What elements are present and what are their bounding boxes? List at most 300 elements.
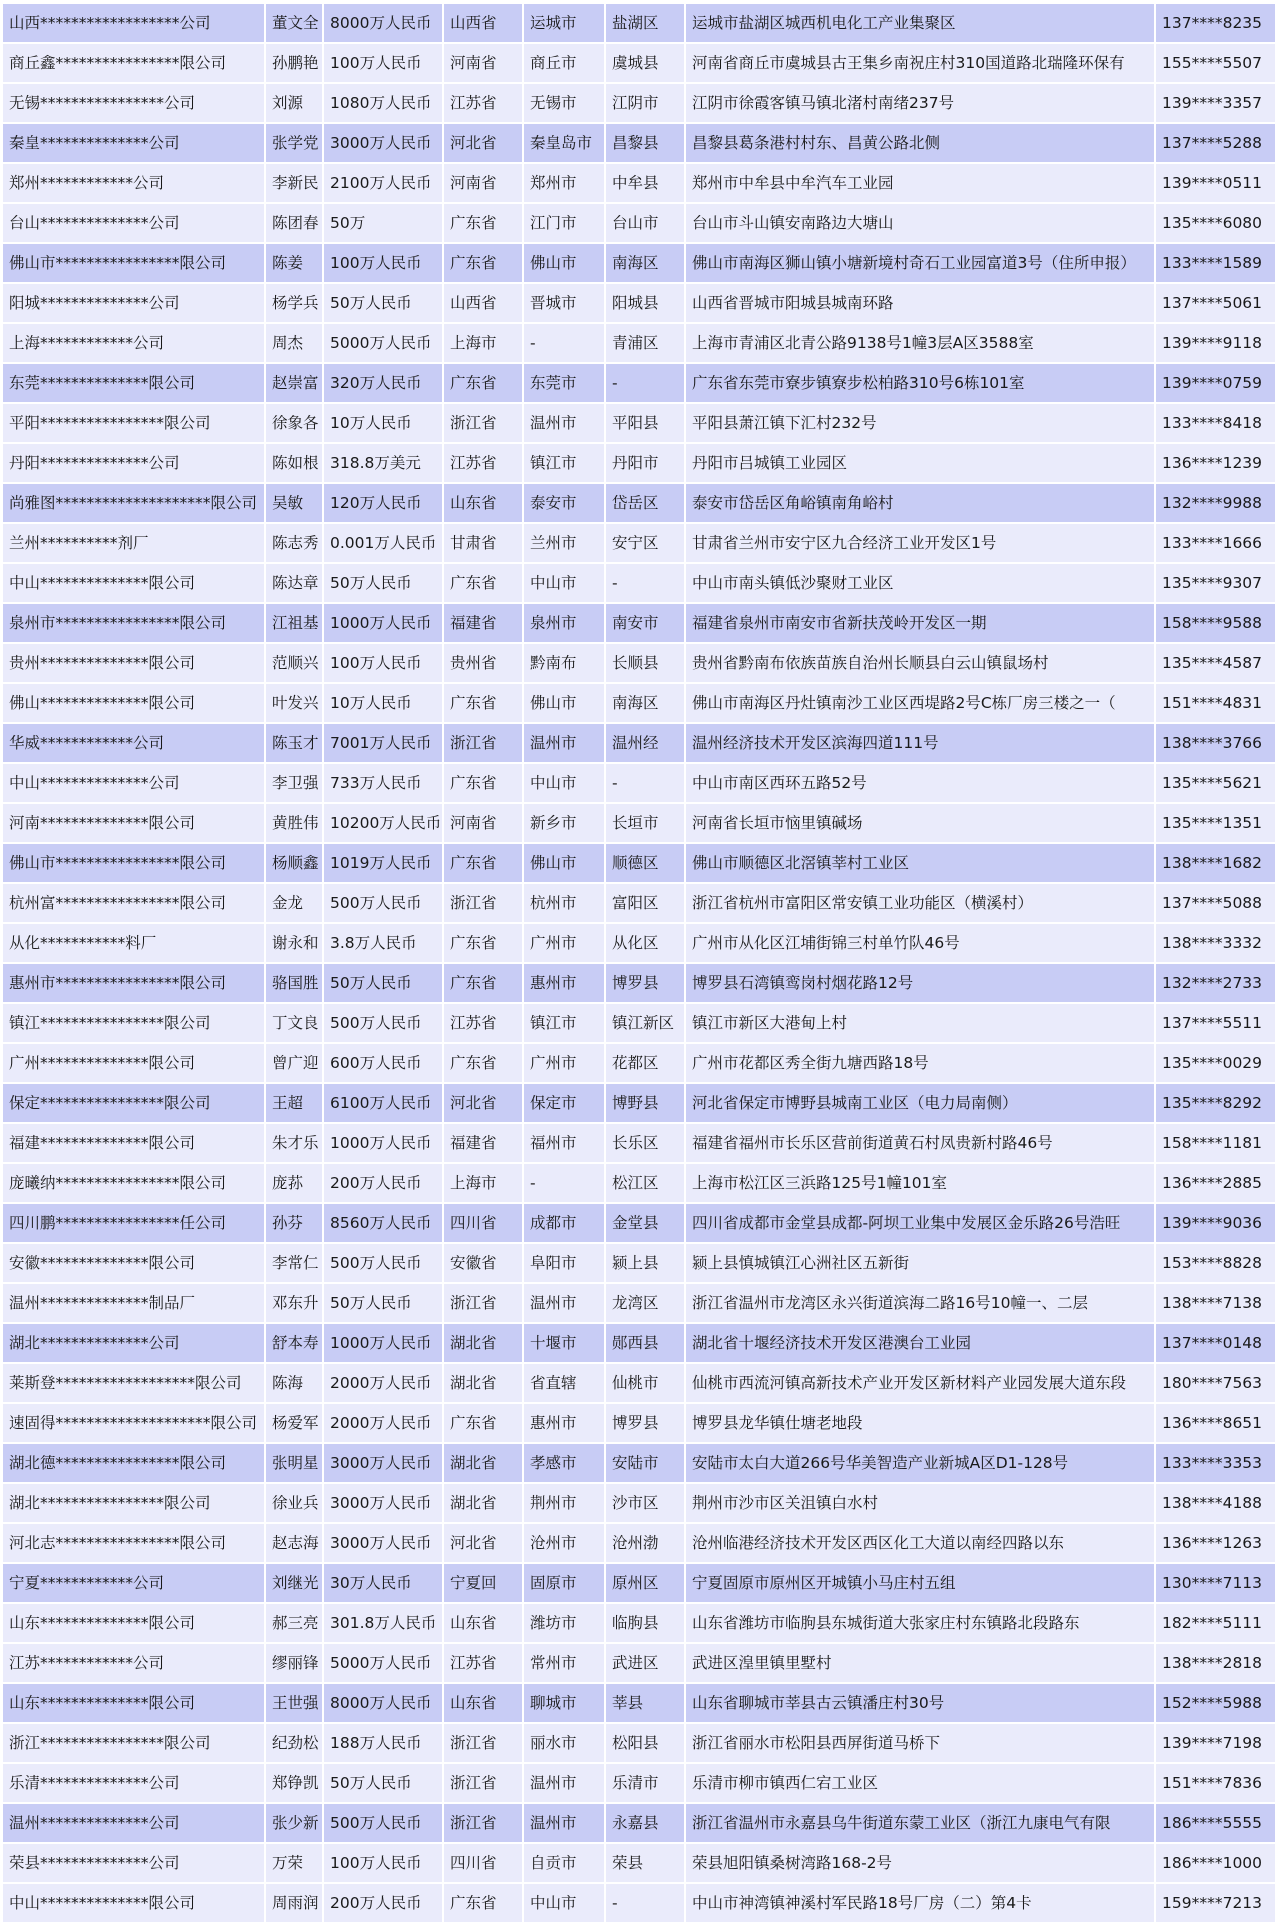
table-row: [3, 1684, 1277, 1724]
phone-cell: 135****4587: [1156, 644, 1277, 684]
address-cell: 昌黎县葛条港村村东、昌黄公路北侧: [686, 124, 1156, 164]
address-cell: 中山市南头镇低沙聚财工业区: [686, 564, 1156, 604]
address-cell: 运城市盐湖区城西机电化工产业集聚区: [686, 4, 1156, 44]
phone-cell: 138****2818: [1156, 1644, 1277, 1684]
district-cell: 阳城县: [606, 284, 686, 324]
district-cell: 颍上县: [606, 1244, 686, 1284]
city-cell: 新乡市: [524, 804, 606, 844]
registered-capital-cell: 10万人民币: [324, 684, 444, 724]
registered-capital-cell: 500万人民币: [324, 884, 444, 924]
address-cell: 宁夏固原市原州区开城镇小马庄村五组: [686, 1564, 1156, 1604]
registered-capital-cell: 1000万人民币: [324, 1324, 444, 1364]
address-cell: 仙桃市西流河镇高新技术产业开发区新材料产业园发展大道东段: [686, 1364, 1156, 1404]
phone-cell: 139****7198: [1156, 1724, 1277, 1764]
province-cell: 安徽省: [444, 1244, 524, 1284]
province-cell: 山东省: [444, 1684, 524, 1724]
address-cell: 乐清市柳市镇西仁宕工业区: [686, 1764, 1156, 1804]
phone-cell: 138****3766: [1156, 724, 1277, 764]
address-cell: 广州市花都区秀全街九塘西路18号: [686, 1044, 1156, 1084]
province-cell: 山东省: [444, 1604, 524, 1644]
address-cell: 郑州市中牟县中牟汽车工业园: [686, 164, 1156, 204]
legal-rep-cell: 张学党: [266, 124, 324, 164]
city-cell: 阜阳市: [524, 1244, 606, 1284]
city-cell: 荆州市: [524, 1484, 606, 1524]
address-cell: 广州市从化区江埔街锦三村单竹队46号: [686, 924, 1156, 964]
province-cell: 广东省: [444, 964, 524, 1004]
registered-capital-cell: 50万: [324, 204, 444, 244]
registered-capital-cell: 50万人民币: [324, 1764, 444, 1804]
province-cell: 浙江省: [444, 1804, 524, 1844]
phone-cell: 132****2733: [1156, 964, 1277, 1004]
company-name-cell: 庞曦纳****************限公司: [3, 1164, 266, 1204]
province-cell: 湖北省: [444, 1444, 524, 1484]
legal-rep-cell: 王超: [266, 1084, 324, 1124]
registered-capital-cell: 50万人民币: [324, 284, 444, 324]
legal-rep-cell: 杨顺鑫: [266, 844, 324, 884]
city-cell: 镇江市: [524, 444, 606, 484]
province-cell: 福建省: [444, 1124, 524, 1164]
province-cell: 广东省: [444, 764, 524, 804]
district-cell: 温州经: [606, 724, 686, 764]
registered-capital-cell: 50万人民币: [324, 1284, 444, 1324]
table-row: [3, 1644, 1277, 1684]
province-cell: 湖北省: [444, 1484, 524, 1524]
company-name-cell: 佛山市****************限公司: [3, 844, 266, 884]
company-name-cell: 杭州富****************限公司: [3, 884, 266, 924]
legal-rep-cell: 丁文良: [266, 1004, 324, 1044]
registered-capital-cell: 2000万人民币: [324, 1364, 444, 1404]
phone-cell: 139****0759: [1156, 364, 1277, 404]
address-cell: 平阳县萧江镇下汇村232号: [686, 404, 1156, 444]
legal-rep-cell: 万荣: [266, 1844, 324, 1884]
city-cell: 十堰市: [524, 1324, 606, 1364]
address-cell: 河南省商丘市虞城县古王集乡南祝庄村310国道路北瑞隆环保有: [686, 44, 1156, 84]
address-cell: 山东省潍坊市临朐县东城街道大张家庄村东镇路北段路东: [686, 1604, 1156, 1644]
registered-capital-cell: 200万人民币: [324, 1164, 444, 1204]
table-row: [3, 1524, 1277, 1564]
province-cell: 河北省: [444, 1084, 524, 1124]
table-row: [3, 1244, 1277, 1284]
city-cell: 温州市: [524, 404, 606, 444]
table-row: [3, 1444, 1277, 1484]
table-row: [3, 1884, 1277, 1924]
table-row: [3, 1484, 1277, 1524]
legal-rep-cell: 谢永和: [266, 924, 324, 964]
registered-capital-cell: 0.001万人民币: [324, 524, 444, 564]
address-cell: 荣县旭阳镇桑树湾路168-2号: [686, 1844, 1156, 1884]
registered-capital-cell: 1080万人民币: [324, 84, 444, 124]
table-row: [3, 244, 1277, 284]
district-cell: 金堂县: [606, 1204, 686, 1244]
company-name-cell: 东莞**************限公司: [3, 364, 266, 404]
city-cell: 东莞市: [524, 364, 606, 404]
table-row: [3, 524, 1277, 564]
province-cell: 湖北省: [444, 1364, 524, 1404]
company-name-cell: 郑州************公司: [3, 164, 266, 204]
province-cell: 浙江省: [444, 1764, 524, 1804]
legal-rep-cell: 孙鹏艳: [266, 44, 324, 84]
city-cell: 福州市: [524, 1124, 606, 1164]
address-cell: 佛山市南海区狮山镇小塘新境村奇石工业园富道3号（住所申报）: [686, 244, 1156, 284]
phone-cell: 136****1263: [1156, 1524, 1277, 1564]
company-name-cell: 上海************公司: [3, 324, 266, 364]
phone-cell: 135****1351: [1156, 804, 1277, 844]
phone-cell: 137****5288: [1156, 124, 1277, 164]
phone-cell: 135****8292: [1156, 1084, 1277, 1124]
registered-capital-cell: 100万人民币: [324, 1844, 444, 1884]
registered-capital-cell: 3.8万人民币: [324, 924, 444, 964]
district-cell: 荣县: [606, 1844, 686, 1884]
company-name-cell: 从化***********料厂: [3, 924, 266, 964]
district-cell: -: [606, 1884, 686, 1924]
city-cell: 佛山市: [524, 684, 606, 724]
legal-rep-cell: 缪丽锋: [266, 1644, 324, 1684]
province-cell: 山西省: [444, 284, 524, 324]
registered-capital-cell: 1000万人民币: [324, 604, 444, 644]
district-cell: 博罗县: [606, 964, 686, 1004]
legal-rep-cell: 张明星: [266, 1444, 324, 1484]
district-cell: 花都区: [606, 1044, 686, 1084]
phone-cell: 135****0029: [1156, 1044, 1277, 1084]
legal-rep-cell: 邓东升: [266, 1284, 324, 1324]
table-row: [3, 1284, 1277, 1324]
table-row: [3, 1124, 1277, 1164]
legal-rep-cell: 陈如根: [266, 444, 324, 484]
legal-rep-cell: 徐象各: [266, 404, 324, 444]
legal-rep-cell: 曾广迎: [266, 1044, 324, 1084]
address-cell: 丹阳市吕城镇工业园区: [686, 444, 1156, 484]
phone-cell: 136****8651: [1156, 1404, 1277, 1444]
company-name-cell: 四川鹏****************任公司: [3, 1204, 266, 1244]
company-name-cell: 镇江****************限公司: [3, 1004, 266, 1044]
table-row: [3, 1844, 1277, 1884]
city-cell: 温州市: [524, 1764, 606, 1804]
district-cell: 平阳县: [606, 404, 686, 444]
address-cell: 山东省聊城市莘县古云镇潘庄村30号: [686, 1684, 1156, 1724]
province-cell: 广东省: [444, 684, 524, 724]
district-cell: 丹阳市: [606, 444, 686, 484]
address-cell: 河南省长垣市恼里镇碱场: [686, 804, 1156, 844]
province-cell: 浙江省: [444, 884, 524, 924]
address-cell: 安陆市太白大道266号华美智造产业新城A区D1-128号: [686, 1444, 1156, 1484]
company-name-cell: 华威************公司: [3, 724, 266, 764]
phone-cell: 182****5111: [1156, 1604, 1277, 1644]
district-cell: 永嘉县: [606, 1804, 686, 1844]
phone-cell: 153****8828: [1156, 1244, 1277, 1284]
table-row: [3, 324, 1277, 364]
phone-cell: 158****9588: [1156, 604, 1277, 644]
registered-capital-cell: 320万人民币: [324, 364, 444, 404]
phone-cell: 152****5988: [1156, 1684, 1277, 1724]
province-cell: 浙江省: [444, 404, 524, 444]
province-cell: 河南省: [444, 164, 524, 204]
district-cell: 青浦区: [606, 324, 686, 364]
phone-cell: 139****9118: [1156, 324, 1277, 364]
company-name-cell: 宁夏************公司: [3, 1564, 266, 1604]
city-cell: 沧州市: [524, 1524, 606, 1564]
district-cell: 博野县: [606, 1084, 686, 1124]
province-cell: 广东省: [444, 1404, 524, 1444]
city-cell: 广州市: [524, 924, 606, 964]
district-cell: 长垣市: [606, 804, 686, 844]
address-cell: 浙江省杭州市富阳区常安镇工业功能区（横溪村）: [686, 884, 1156, 924]
registered-capital-cell: 1000万人民币: [324, 1124, 444, 1164]
legal-rep-cell: 陈达章: [266, 564, 324, 604]
table-row: [3, 844, 1277, 884]
district-cell: 昌黎县: [606, 124, 686, 164]
address-cell: 泰安市岱岳区角峪镇南角峪村: [686, 484, 1156, 524]
province-cell: 四川省: [444, 1844, 524, 1884]
table-row: [3, 444, 1277, 484]
province-cell: 江苏省: [444, 84, 524, 124]
city-cell: 广州市: [524, 1044, 606, 1084]
district-cell: 南海区: [606, 684, 686, 724]
city-cell: 佛山市: [524, 844, 606, 884]
district-cell: 博罗县: [606, 1404, 686, 1444]
registered-capital-cell: 2100万人民币: [324, 164, 444, 204]
phone-cell: 136****1239: [1156, 444, 1277, 484]
phone-cell: 139****0511: [1156, 164, 1277, 204]
table-row: [3, 1004, 1277, 1044]
table-row: [3, 764, 1277, 804]
city-cell: 泉州市: [524, 604, 606, 644]
district-cell: 莘县: [606, 1684, 686, 1724]
district-cell: 仙桃市: [606, 1364, 686, 1404]
address-cell: 颍上县慎城镇江心洲社区五新街: [686, 1244, 1156, 1284]
registered-capital-cell: 10200万人民币: [324, 804, 444, 844]
district-cell: 沧州渤: [606, 1524, 686, 1564]
address-cell: 浙江省温州市永嘉县乌牛街道东蒙工业区（浙江九康电气有限: [686, 1804, 1156, 1844]
phone-cell: 130****7113: [1156, 1564, 1277, 1604]
address-cell: 中山市南区西环五路52号: [686, 764, 1156, 804]
city-cell: 聊城市: [524, 1684, 606, 1724]
address-cell: 温州经济技术开发区滨海四道111号: [686, 724, 1156, 764]
registered-capital-cell: 1019万人民币: [324, 844, 444, 884]
phone-cell: 137****0148: [1156, 1324, 1277, 1364]
company-name-cell: 安徽**************限公司: [3, 1244, 266, 1284]
table-row: [3, 4, 1277, 44]
address-cell: 博罗县龙华镇仕塘老地段: [686, 1404, 1156, 1444]
phone-cell: 135****6080: [1156, 204, 1277, 244]
registered-capital-cell: 733万人民币: [324, 764, 444, 804]
table-row: [3, 924, 1277, 964]
table-row: [3, 204, 1277, 244]
province-cell: 贵州省: [444, 644, 524, 684]
phone-cell: 151****7836: [1156, 1764, 1277, 1804]
address-cell: 浙江省温州市龙湾区永兴街道滨海二路16号10幢一、二层: [686, 1284, 1156, 1324]
legal-rep-cell: 周雨润: [266, 1884, 324, 1924]
city-cell: 中山市: [524, 564, 606, 604]
registered-capital-cell: 600万人民币: [324, 1044, 444, 1084]
registered-capital-cell: 200万人民币: [324, 1884, 444, 1924]
phone-cell: 133****1589: [1156, 244, 1277, 284]
table-row: [3, 1604, 1277, 1644]
district-cell: 郧西县: [606, 1324, 686, 1364]
company-name-cell: 佛山市****************限公司: [3, 244, 266, 284]
company-name-cell: 广州**************限公司: [3, 1044, 266, 1084]
table-row: [3, 84, 1277, 124]
legal-rep-cell: 黄胜伟: [266, 804, 324, 844]
registered-capital-cell: 6100万人民币: [324, 1084, 444, 1124]
table-row: [3, 884, 1277, 924]
address-cell: 博罗县石湾镇鸾岗村烟花路12号: [686, 964, 1156, 1004]
table-row: [3, 1764, 1277, 1804]
legal-rep-cell: 江祖基: [266, 604, 324, 644]
province-cell: 广东省: [444, 844, 524, 884]
phone-cell: 138****7138: [1156, 1284, 1277, 1324]
registered-capital-cell: 188万人民币: [324, 1724, 444, 1764]
table-row: [3, 1044, 1277, 1084]
legal-rep-cell: 赵崇富: [266, 364, 324, 404]
city-cell: 杭州市: [524, 884, 606, 924]
province-cell: 广东省: [444, 244, 524, 284]
table-row: [3, 484, 1277, 524]
phone-cell: 137****5088: [1156, 884, 1277, 924]
city-cell: 中山市: [524, 764, 606, 804]
province-cell: 河北省: [444, 1524, 524, 1564]
district-cell: 南安市: [606, 604, 686, 644]
table-row: [3, 1404, 1277, 1444]
province-cell: 湖北省: [444, 1324, 524, 1364]
table-row: [3, 804, 1277, 844]
district-cell: 长乐区: [606, 1124, 686, 1164]
legal-rep-cell: 李常仁: [266, 1244, 324, 1284]
table-row: [3, 364, 1277, 404]
legal-rep-cell: 周杰: [266, 324, 324, 364]
province-cell: 河南省: [444, 804, 524, 844]
phone-cell: 135****5621: [1156, 764, 1277, 804]
district-cell: 原州区: [606, 1564, 686, 1604]
company-name-cell: 保定****************限公司: [3, 1084, 266, 1124]
company-name-cell: 福建**************限公司: [3, 1124, 266, 1164]
district-cell: 安宁区: [606, 524, 686, 564]
company-name-cell: 尚雅图********************限公司: [3, 484, 266, 524]
table-row: [3, 1324, 1277, 1364]
table-row: [3, 1364, 1277, 1404]
province-cell: 河南省: [444, 44, 524, 84]
phone-cell: 139****3357: [1156, 84, 1277, 124]
legal-rep-cell: 陈玉才: [266, 724, 324, 764]
company-name-cell: 兰州**********剂厂: [3, 524, 266, 564]
table-row: [3, 684, 1277, 724]
company-name-cell: 山东**************限公司: [3, 1604, 266, 1644]
address-cell: 甘肃省兰州市安宁区九合经济工业开发区1号: [686, 524, 1156, 564]
company-name-cell: 贵州**************限公司: [3, 644, 266, 684]
company-name-cell: 丹阳**************公司: [3, 444, 266, 484]
registered-capital-cell: 8000万人民币: [324, 1684, 444, 1724]
company-name-cell: 温州**************制品厂: [3, 1284, 266, 1324]
company-name-cell: 中山**************限公司: [3, 1884, 266, 1924]
city-cell: -: [524, 1164, 606, 1204]
company-name-cell: 台山**************公司: [3, 204, 266, 244]
address-cell: 福建省泉州市南安市省新扶茂岭开发区一期: [686, 604, 1156, 644]
district-cell: 松江区: [606, 1164, 686, 1204]
city-cell: 自贡市: [524, 1844, 606, 1884]
registered-capital-cell: 100万人民币: [324, 44, 444, 84]
legal-rep-cell: 徐业兵: [266, 1484, 324, 1524]
address-cell: 湖北省十堰经济技术开发区港澳台工业园: [686, 1324, 1156, 1364]
province-cell: 山东省: [444, 484, 524, 524]
legal-rep-cell: 金龙: [266, 884, 324, 924]
table-row: [3, 284, 1277, 324]
table-row: [3, 164, 1277, 204]
legal-rep-cell: 叶发兴: [266, 684, 324, 724]
district-cell: 松阳县: [606, 1724, 686, 1764]
address-cell: 佛山市顺德区北滘镇莘村工业区: [686, 844, 1156, 884]
table-row: [3, 964, 1277, 1004]
legal-rep-cell: 吴敏: [266, 484, 324, 524]
city-cell: 郑州市: [524, 164, 606, 204]
city-cell: 丽水市: [524, 1724, 606, 1764]
company-name-cell: 温州**************公司: [3, 1804, 266, 1844]
registered-capital-cell: 2000万人民币: [324, 1404, 444, 1444]
address-cell: 广东省东莞市寮步镇寮步松柏路310号6栋101室: [686, 364, 1156, 404]
table-row: [3, 404, 1277, 444]
table-row: [3, 1084, 1277, 1124]
legal-rep-cell: 陈团春: [266, 204, 324, 244]
registered-capital-cell: 301.8万人民币: [324, 1604, 444, 1644]
province-cell: 四川省: [444, 1204, 524, 1244]
legal-rep-cell: 舒本寿: [266, 1324, 324, 1364]
phone-cell: 136****2885: [1156, 1164, 1277, 1204]
registered-capital-cell: 10万人民币: [324, 404, 444, 444]
city-cell: 秦皇岛市: [524, 124, 606, 164]
phone-cell: 155****5507: [1156, 44, 1277, 84]
table-row: [3, 604, 1277, 644]
registered-capital-cell: 120万人民币: [324, 484, 444, 524]
company-name-cell: 山东**************限公司: [3, 1684, 266, 1724]
address-cell: 江阴市徐霞客镇马镇北渚村南绪237号: [686, 84, 1156, 124]
company-name-cell: 商丘鑫****************限公司: [3, 44, 266, 84]
district-cell: 临朐县: [606, 1604, 686, 1644]
phone-cell: 133****3353: [1156, 1444, 1277, 1484]
city-cell: 江门市: [524, 204, 606, 244]
legal-rep-cell: 董文全: [266, 4, 324, 44]
company-table: [3, 4, 1277, 1924]
registered-capital-cell: 100万人民币: [324, 644, 444, 684]
district-cell: 南海区: [606, 244, 686, 284]
city-cell: 温州市: [524, 1804, 606, 1844]
phone-cell: 186****5555: [1156, 1804, 1277, 1844]
province-cell: 广东省: [444, 364, 524, 404]
province-cell: 上海市: [444, 1164, 524, 1204]
table-row: [3, 724, 1277, 764]
address-cell: 中山市神湾镇神溪村军民路18号厂房（二）第4卡: [686, 1884, 1156, 1924]
legal-rep-cell: 陈志秀: [266, 524, 324, 564]
table-row: [3, 1204, 1277, 1244]
registered-capital-cell: 8560万人民币: [324, 1204, 444, 1244]
phone-cell: 133****1666: [1156, 524, 1277, 564]
province-cell: 上海市: [444, 324, 524, 364]
district-cell: 镇江新区: [606, 1004, 686, 1044]
legal-rep-cell: 郝三亮: [266, 1604, 324, 1644]
company-name-cell: 湖北**************公司: [3, 1324, 266, 1364]
city-cell: 温州市: [524, 1284, 606, 1324]
company-name-cell: 秦皇**************公司: [3, 124, 266, 164]
province-cell: 广东省: [444, 924, 524, 964]
district-cell: 龙湾区: [606, 1284, 686, 1324]
registered-capital-cell: 30万人民币: [324, 1564, 444, 1604]
legal-rep-cell: 朱才乐: [266, 1124, 324, 1164]
registered-capital-cell: 500万人民币: [324, 1004, 444, 1044]
address-cell: 荆州市沙市区关沮镇白水村: [686, 1484, 1156, 1524]
city-cell: 镇江市: [524, 1004, 606, 1044]
registered-capital-cell: 8000万人民币: [324, 4, 444, 44]
table-row: [3, 1804, 1277, 1844]
table-row: [3, 1564, 1277, 1604]
company-name-cell: 中山**************公司: [3, 764, 266, 804]
city-cell: 商丘市: [524, 44, 606, 84]
